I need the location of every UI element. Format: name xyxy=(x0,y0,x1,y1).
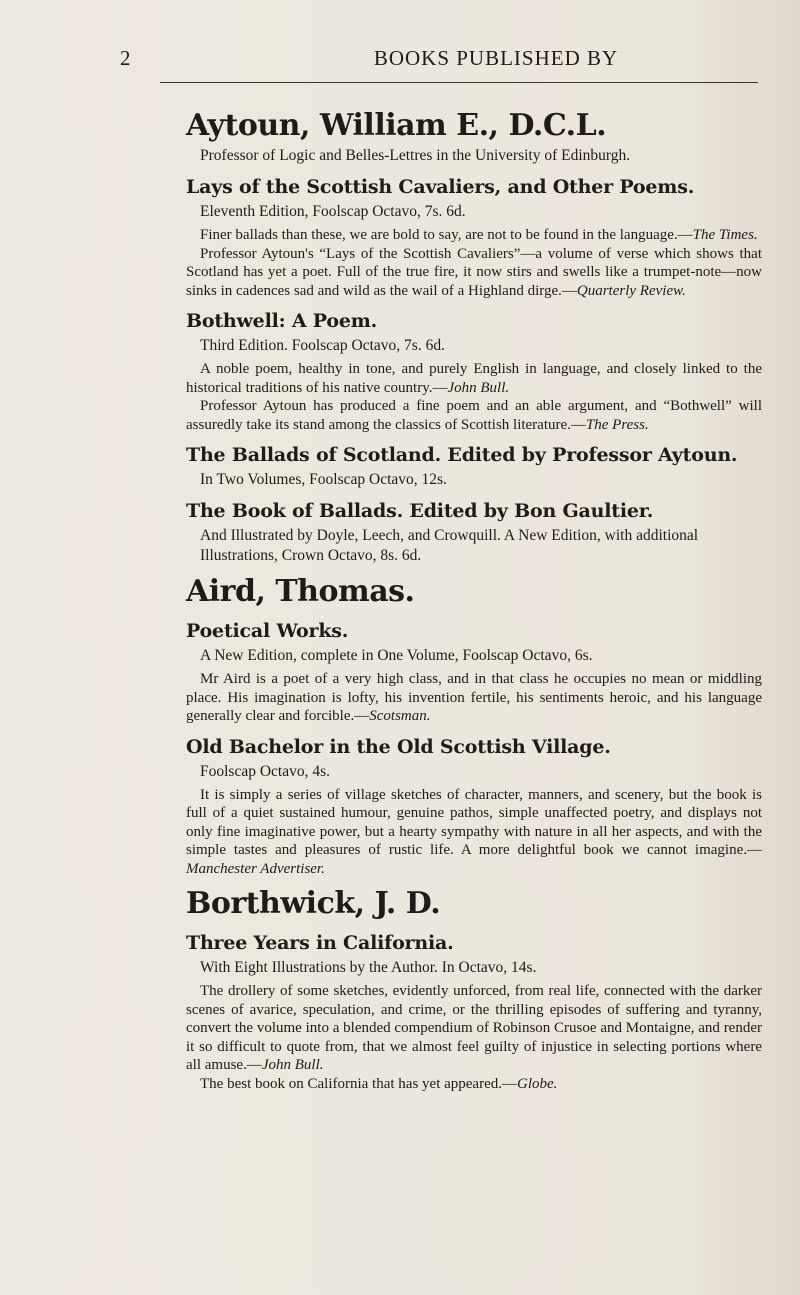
book-edition: In Two Volumes, Foolscap Octavo, 12s. xyxy=(200,471,447,488)
book-entry xyxy=(186,930,762,1093)
review-source: The Press. xyxy=(585,416,649,433)
review-source: Quarterly Review. xyxy=(576,282,686,299)
review-quote: Professor Aytoun's “Lays of the Scottish Cavaliers”—a volume of verse which shows that Scotland has yet a poet. Full of the true fire, it now stirs and swells like a trumpet-note—now sinks in cadences sad and wild as the wail of a Highland dirge.—Quarterly Review. xyxy=(186,245,762,299)
review-quote: A noble poem, healthy in tone, and purely English in language, and closely linked to the historical traditions of his native country.—John Bull. xyxy=(186,361,762,396)
review-source: Globe. xyxy=(517,1075,558,1092)
running-title: BOOKS PUBLISHED BY xyxy=(373,46,619,70)
book-edition: A New Edition, complete in One Volume, Foolscap Octavo, 6s. xyxy=(200,647,593,664)
book-edition: With Eight Illustrations by the Author. In Octavo, 14s. xyxy=(200,959,537,976)
review-source: John Bull. xyxy=(447,379,510,396)
book-entry xyxy=(186,734,762,879)
review-source: Manchester Advertiser. xyxy=(186,860,325,877)
author-name: Aird, Thomas. xyxy=(186,574,415,609)
header-rule xyxy=(160,82,758,83)
author-entry xyxy=(186,886,762,1093)
author-entry xyxy=(186,108,762,566)
book-entry xyxy=(186,618,762,726)
review-quote: Mr Aird is a poet of a very high class, and in that class he occupies no mean or middling place. His imagination is lofty, his invention fertile, his sentiments heroic, and his language generally clear and forcible.—Scotsman. xyxy=(186,671,762,724)
book-title: Lays of the Scottish Cavaliers, and Other Poems. xyxy=(186,176,695,198)
book-edition: And Illustrated by Doyle, Leech, and Crowquill. A New Edition, with additional Illustrations, Crown Octavo, 8s. 6d. xyxy=(200,527,699,564)
book-title: Three Years in California. xyxy=(186,932,454,954)
book-entry xyxy=(186,308,762,434)
book-entry xyxy=(186,498,762,566)
review-source: The Times. xyxy=(692,227,758,243)
book-edition: Third Edition. Foolscap Octavo, 7s. 6d. xyxy=(200,337,445,354)
review-source: Scotsman. xyxy=(369,708,431,724)
book-entry xyxy=(186,174,762,300)
book-title: The Ballads of Scotland. Edited by Professor Aytoun. xyxy=(186,444,738,466)
book-title: Bothwell: A Poem. xyxy=(186,310,378,332)
review-quote: Finer ballads than these, we are bold to say, are not to be found in the language.—The Times. xyxy=(200,227,758,243)
book-title: Old Bachelor in the Old Scottish Village. xyxy=(186,735,611,758)
author-entry xyxy=(186,574,762,878)
review-quote: It is simply a series of village sketches of character, manners, and scenery, but the book is full of a quiet sustained humour, genuine pathos, simple unaffected poetry, and displays not only fine imaginative power, but a hearty sympathy with nature in all her aspects, and with the simple tastes and pleasures of rustic life. A more delightful book we cannot imagine.—Manchester Advertiser. xyxy=(186,786,762,877)
review-quote: Professor Aytoun has produced a fine poem and an able argument, and “Bothwell” will assuredly take its stand among the classics of Scottish literature.—The Press. xyxy=(186,398,762,433)
page-number: 2 xyxy=(120,46,132,70)
book-title: Poetical Works. xyxy=(186,620,349,642)
book-edition: Eleventh Edition, Foolscap Octavo, 7s. 6d. xyxy=(200,203,466,220)
author-name: Aytoun, William E., D.C.L. xyxy=(186,108,607,143)
review-source: John Bull. xyxy=(261,1057,324,1073)
review-quote: The best book on California that has yet appeared.—Globe. xyxy=(200,1075,558,1092)
book-edition: Foolscap Octavo, 4s. xyxy=(200,762,331,780)
author-description: Professor of Logic and Belles-Lettres in the University of Edinburgh. xyxy=(200,147,631,164)
author-name: Borthwick, J. D. xyxy=(186,886,441,921)
review-quote: The drollery of some sketches, evidently unforced, from real life, connected with the darker scenes of avarice, speculation, and crime, or the thrilling episodes of suffering and tyranny, convert the volume into a blended compendium of Robinson Crusoe and Montaigne, and render it so difficult to quote from, that we almost feel guilty of injustice in selecting portions where all amuse.—John Bull. xyxy=(186,983,762,1073)
book-entry xyxy=(186,442,762,490)
book-title: The Book of Ballads. Edited by Bon Gaultier. xyxy=(186,500,654,522)
running-head xyxy=(120,46,752,70)
catalogue-content xyxy=(186,100,762,1093)
